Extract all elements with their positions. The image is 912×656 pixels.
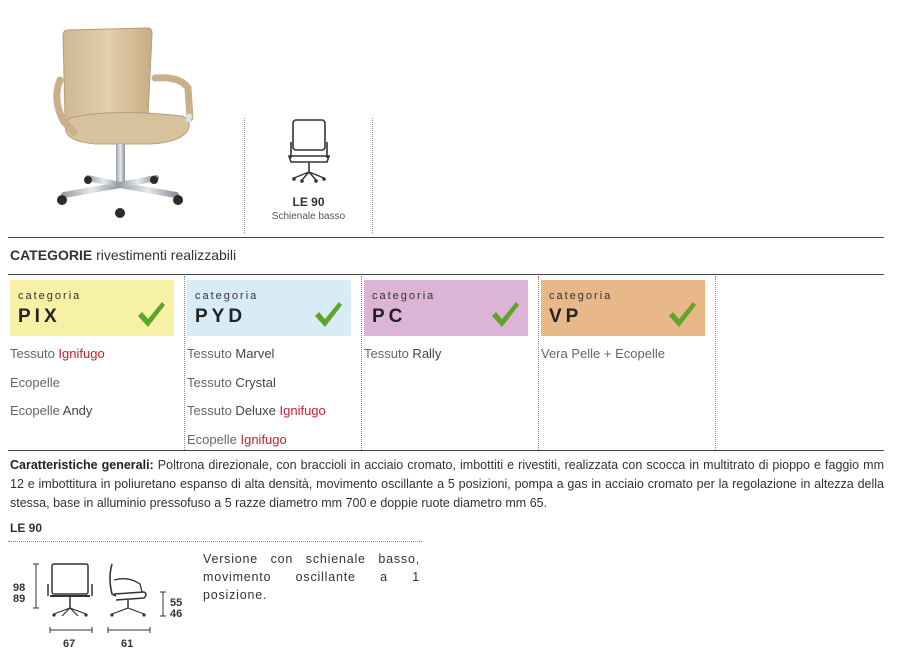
category-code: PYD (195, 306, 247, 327)
category-label: categoria (18, 290, 82, 302)
chair-photo (30, 20, 210, 225)
list-item: Tessuto Marvel (187, 346, 275, 361)
category-header-pc (364, 280, 528, 336)
category-items (187, 346, 326, 460)
divider (8, 541, 422, 542)
checkmark-icon (313, 300, 343, 328)
divider (8, 237, 884, 238)
height-min-label: 89 (13, 593, 26, 605)
dimensions-drawing (8, 550, 198, 654)
category-items (364, 346, 441, 375)
category-label: categoria (549, 290, 613, 302)
version-description: Versione con schienale basso, movimento oscillante a 1 posizione. (203, 552, 420, 602)
category-column-vp (539, 276, 716, 450)
list-item: Ecopelle (10, 374, 60, 390)
category-column-pix (8, 276, 185, 450)
chair-outline-icon (284, 118, 334, 186)
model-description: Schienale basso (271, 211, 346, 222)
seat-min-label: 46 (170, 608, 183, 620)
list-item: Ecopelle Andy (10, 403, 93, 418)
categorie-title (10, 247, 236, 263)
seat-max-label: 55 (170, 597, 183, 609)
characteristics-text: Poltrona direzionale, con braccioli in acciaio cromato, imbottiti e rivestiti, realizzata con scocca in multitrato di pioppo e faggio mm 12 e imbottitura in poliuretano espanso di alta densità, movimento oscillante a 5 posizioni, pompa a gas in acciaio cromato per la regolazione in altezza della stessa, base in alluminio pressofuso a 5 razze diametro mm 700 e doppie ruote diametro mm 65. (10, 458, 885, 510)
checkmark-icon (136, 300, 166, 328)
height-max-label: 98 (13, 582, 26, 594)
category-items (541, 346, 665, 375)
list-item: Tessuto Crystal (187, 374, 276, 390)
category-code: PC (372, 306, 407, 327)
divider (8, 274, 884, 275)
category-header-pix (10, 280, 174, 336)
checkmark-icon (667, 300, 697, 328)
category-header-pyd (187, 280, 351, 336)
product-sheet-title: LE 90 (10, 521, 43, 535)
list-item: Ecopelle Ignifugo (187, 431, 287, 447)
category-column-pc (362, 276, 539, 450)
list-item: Tessuto Deluxe Ignifugo (187, 403, 326, 418)
list-item: Tessuto Ignifugo (10, 346, 105, 361)
categorie-title-rest: rivestimenti realizzabili (96, 247, 237, 263)
category-code: PIX (18, 306, 61, 327)
width-label: 67 (63, 638, 76, 650)
category-label: categoria (195, 290, 259, 302)
characteristics-label: Caratteristiche generali: (10, 458, 154, 472)
model-code: LE 90 (292, 195, 325, 209)
depth-label: 61 (121, 638, 134, 650)
categorie-title-bold: CATEGORIE (10, 247, 93, 263)
general-characteristics (10, 456, 884, 513)
model-tile (244, 118, 373, 233)
category-label: categoria (372, 290, 436, 302)
category-header-vp (541, 280, 705, 336)
category-column-pyd (185, 276, 362, 450)
list-item: Vera Pelle + Ecopelle (541, 346, 665, 361)
category-items (10, 346, 105, 432)
category-code: VP (549, 306, 583, 327)
divider (8, 450, 884, 451)
list-item: Tessuto Rally (364, 346, 442, 361)
checkmark-icon (490, 300, 520, 328)
